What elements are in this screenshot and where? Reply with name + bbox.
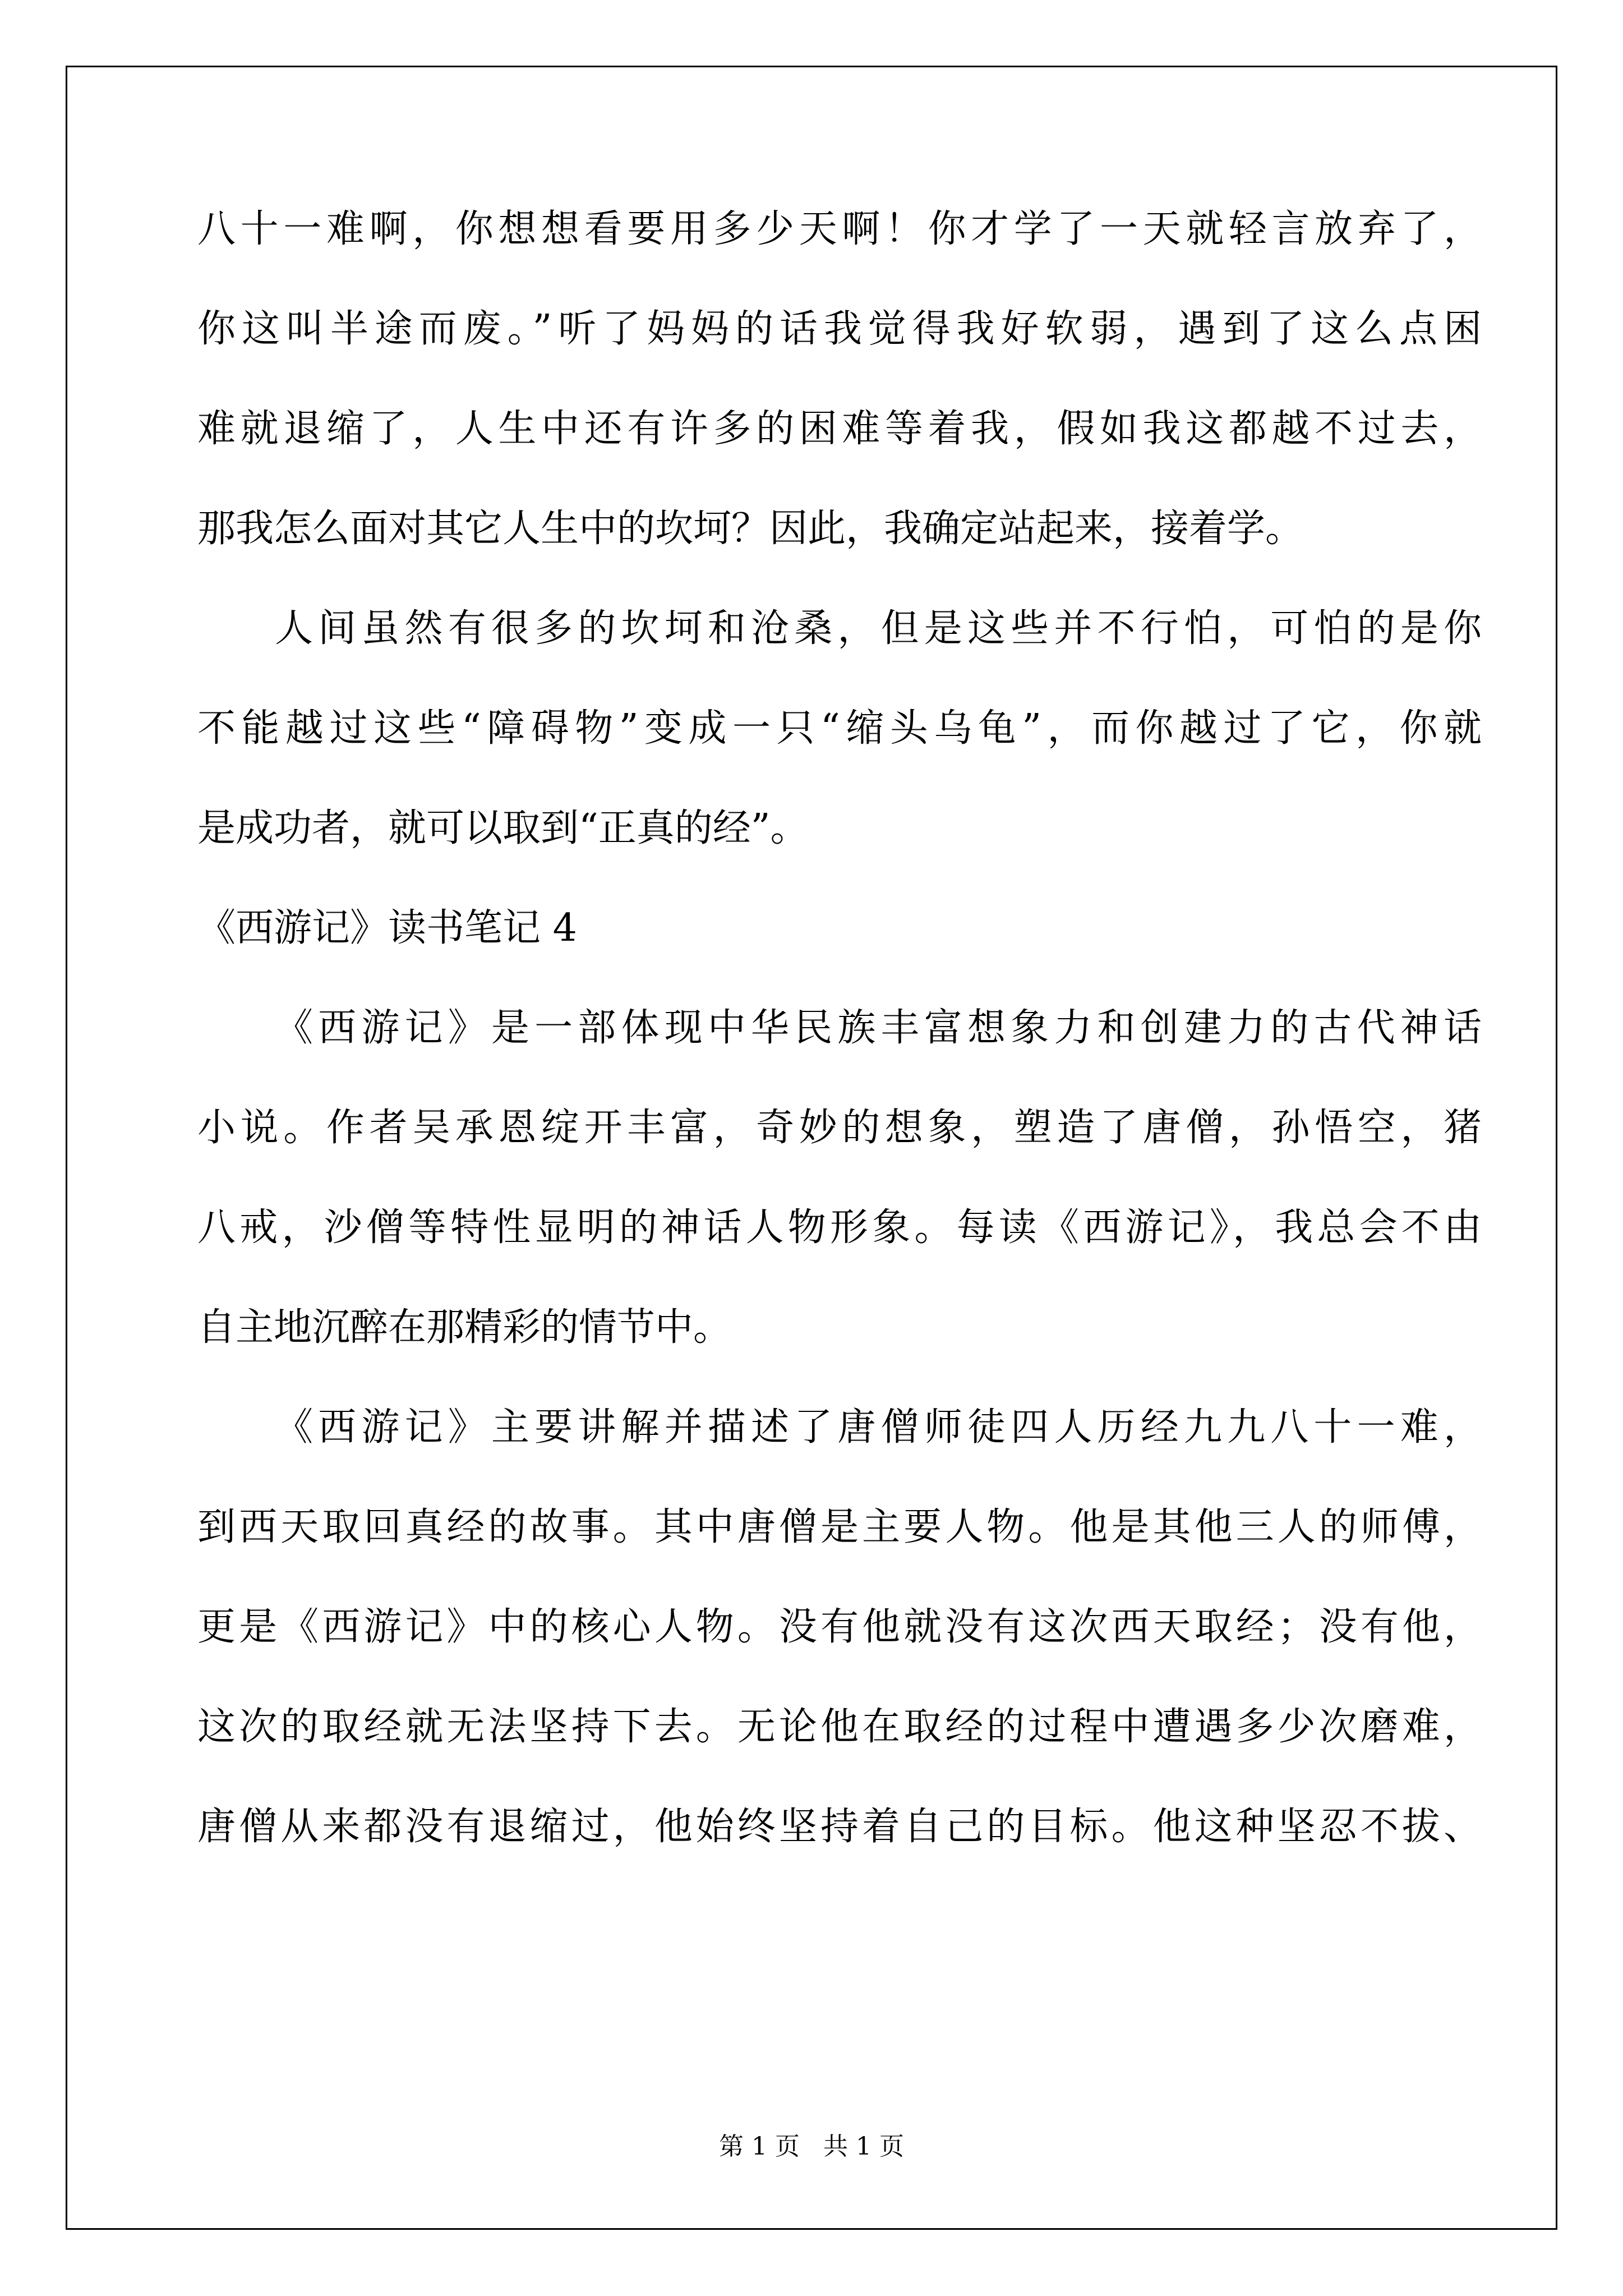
text-line: 人间虽然有很多的坎坷和沧桑，但是这些并不行怕，可怕的是你 — [275, 606, 1482, 651]
text-line: 难就退缩了，人生中还有许多的困难等着我，假如我这都越不过去， — [197, 407, 1482, 451]
text-line: 《西游记》是一部体现中华民族丰富想象力和创建力的古代神话 — [275, 1006, 1482, 1050]
text-line: 唐僧从来都没有退缩过，他始终坚持着自己的目标。他这种坚忍不拔、 — [197, 1805, 1482, 1849]
document-body — [197, 202, 1482, 1899]
text-line: 这次的取经就无法坚持下去。无论他在取经的过程中遭遇多少次磨难， — [197, 1705, 1482, 1749]
text-line: 小说。作者吴承恩绽开丰富，奇妙的想象，塑造了唐僧，孙悟空，猪 — [197, 1106, 1482, 1150]
text-line: 是成功者，就可以取到“正真的经”。 — [197, 806, 809, 850]
text-line: 自主地沉醉在那精彩的情节中。 — [197, 1305, 732, 1350]
text-line: 八十一难啊，你想想看要用多少天啊！你才学了一天就轻言放弃了， — [197, 207, 1482, 251]
text-line: 更是《西游记》中的核心人物。没有他就没有这次西天取经；没有他， — [197, 1605, 1482, 1649]
section-heading: 《西游记》读书笔记 4 — [197, 906, 577, 950]
page-footer: 第 1 页 共 1 页 — [719, 2132, 904, 2161]
text-line: 那我怎么面对其它人生中的坎坷？因此，我确定站起来，接着学。 — [197, 507, 1304, 551]
text-line: 不能越过这些“障碍物”变成一只“缩头乌龟”，而你越过了它，你就 — [197, 706, 1482, 751]
text-line: 你这叫半途而废。”听了妈妈的话我觉得我好软弱，遇到了这么点困 — [197, 307, 1482, 351]
text-line: 八戒，沙僧等特性显明的神话人物形象。每读《西游记》，我总会不由 — [197, 1205, 1482, 1250]
text-line: 到西天取回真经的故事。其中唐僧是主要人物。他是其他三人的师傅， — [197, 1505, 1482, 1549]
text-line: 《西游记》主要讲解并描述了唐僧师徒四人历经九九八十一难， — [275, 1405, 1482, 1450]
